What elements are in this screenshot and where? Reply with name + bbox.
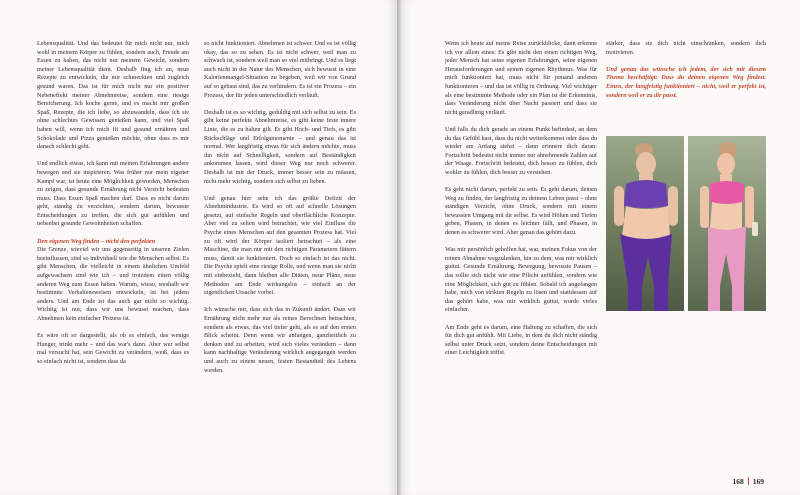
right-column-2 xyxy=(606,40,766,100)
body-paragraph: Es geht nicht darum, perfekt zu sein. Es geht darum, deinen Weg zu finden, der langfristig zu deinem Leben passt – ohne ständigen Verzicht, ohne Druck, sondern mit einem bewussten Umgang mit dir selbst. Es wird Höhen und Tiefen geben, Phasen, in denen es leichter fällt, und Phasen, in denen es schwerer wird. Aber genau das gehört dazu. xyxy=(445,186,597,237)
body-paragraph: Die Grenze, wieviel wir uns gegenseitig in unseren Zielen beeinflussen, sind so individuell wie die Menschen selbst. Es gibt Menschen, die vielleicht in einem ähnlichen Umfeld aufgewachsen sind wie ich – und trotzdem einen völlig anderen Weg zum Essen haben. Warum, wieso, weshalb wir bestimmte Verhaltensweisen entwickeln, ist bei jedem anders. Und am Ende ist das auch gar nicht so wichtig. Wichtig ist nur, dass wir uns bewusst machen, dass Abnehmen kein einfacher Prozess ist. xyxy=(37,246,189,322)
section-subheading: Den eigenen Weg finden – nicht den perfekten xyxy=(37,237,156,245)
pull-quote: Und genau das wünsche ich jedem, der sich mit diesem Thema beschäftigt: Dass du deinen eigenen Weg findest. Einen, der langfristig funktioniert – nicht, weil er perfekt ist, sondern weil er zu dir passt. xyxy=(606,65,766,99)
page-number-divider xyxy=(748,477,749,485)
body-paragraph: Und genau hier sehe ich das größte Defizit der Abnehmindustrie. Es wird so oft auf schnelle Lösungen gesetzt, auf einfache Regeln und oberflächliche Konzepte. Aber viel zu selten wird betrachtet, wie viel Einfluss die Psyche eines Menschen auf den gesamten Prozess hat. Viel zu oft wird der Körper isoliert betrachtet – als eine Maschine, die man nur mit den richtigen Parametern füttern muss, damit sie funktioniert. Doch so einfach ist das nicht. Die Psyche spielt eine riesige Rolle, und wenn man sie nicht mit einbezieht, dann bleiben alle Diäten, neue Pläne, neue Methoden am Ende wirkungslos – einfach an der eigentlichen Ursache vorbei. xyxy=(204,194,356,297)
page-number-right: 169 xyxy=(752,477,764,486)
body-paragraph: stärker, dass sie dich nicht einschränken, sondern dich motivieren. xyxy=(606,40,766,56)
body-paragraph: Und endlich etwas, ich kann mit meinen Erfahrungen andere bewegen und sie inspirieren. Was früher nur mein eigener Kampf war, ist heute eine Möglichkeit geworden, Menschen zu zeigen, dass gesunde Ernährung nicht Verzicht bedeuten muss. Dass Essen Spaß machen darf. Dass es nicht darum geht, ständig zu verzichten, sondern darum, bewusste Entscheidungen zu treffen, die sich gut anfühlen und nebenbei gesunde Gewohnheiten schaffen. xyxy=(37,160,189,228)
body-paragraph: Lebensqualität. Und das bedeutet für mich nicht nur, mich wohl in meinem Körper zu fühlen, sondern auch, Freude am Essen zu haben, das nicht nur meinem Gewicht, sondern meiner Lebensqualität dient. Deshalb fing ich an, neue Rezepte zu entwickeln, die mir schmeckten und zugleich gesund waren. Das ist für mich nicht nur ein positiver Nebeneffekt meiner Abnehmreise, sondern eine riesige Bereicherung. Ich koche gerne, und es macht mir großen Spaß, Rezepte, die ich liebe, so abzuwandeln, dass ich sie ohne schlechtes Gewissen genießen kann, und viel Spaß haben will, wenn ich mich fit und gesund ernähren und Schokolade und Pizza genießen möchte, ohne dass es mir danach schlecht geht. xyxy=(37,40,189,151)
book-gutter xyxy=(397,0,401,495)
page-numbers xyxy=(733,477,765,486)
body-paragraph: Ich wünsche mir, dass sich das in Zukunft ändert. Dass wir Ernährung nicht mehr nur als reines Berechnen betrachten, sondern als etwas, das viel tiefer geht, als es auf den ersten Blick scheint. Denn wenn wir anfangen, ganzheitlich zu denken und zu arbeiten, wird sich vieles verändern – dann kann nachhaltige Veränderung wirklich angegangen werden und auch zu einem neuen, festen Bestandteil des Lebens werden. xyxy=(204,306,356,374)
right-column-1 xyxy=(445,40,597,358)
body-paragraph: Deshalb ist es so wichtig, geduldig mit sich selbst zu sein. Es gibt keine perfekte Abnehmreise, es gibt keine feste innere Linie, die es zu halten gilt. Es gibt Hoch- und Tiefs, es gibt Rückschläge und Erfolgsmomente – und genau das ist normal. Wer langfristig etwas für sich ändern möchte, muss ihn nicht auf Schnelligkeit, sondern auf Beständigkeit ankommen lassen, wird dieser Weg nur noch schwerer. Deshalb ist mir der Druck, immer besser sein zu müssen, nicht mehr wichtig, sondern sich selbst zu lieben. xyxy=(204,108,356,185)
left-column-2 xyxy=(204,40,356,375)
body-paragraph: Am Ende geht es darum, eine Haltung zu schaffen, die sich für dich gut anfühlt. Mit Liebe, in dem du dich nicht ständig selbst unter Druck setzt, sondern deine Entscheidungen mit einer Leichtigkeit triffst. xyxy=(445,323,597,357)
body-paragraph: Was mir persönlich geholfen hat, war, meinen Fokus von der reinen Abnahme wegzulenken, hin zu dem, was mir wirklich guttut. Gesunde Ernährung, Bewegung, bewusste Pausen – das sollte sich nicht wie eine Pflicht anfühlen, sondern wie eine Möglichkeit, sich gut zu fühlen. Sobald ich angefangen habe, mich von strikten Regeln zu lösen und stattdessen auf das gehört habe, was mir wirklich guttut, wurde vieles einfacher. xyxy=(445,246,597,314)
page-number-left: 168 xyxy=(732,477,744,486)
body-paragraph: Und falls du dich gerade an einem Punkt befindest, an dem du das Gefühl hast, dass du nicht weiterkommst oder dass du wieder am Anfang stehst – dann erinnere dich daran: Fortschritt bedeutet nicht immer nur abnehmende Zahlen auf der Waage. Fortschritt bedeutet, dich besser zu fühlen, dich wohler zu fühlen, dich besser zu verstehen. xyxy=(445,125,597,176)
body-paragraph: Es wäre oft so dargestellt, als ob es einfach, das wenige Hunger, trinkt mehr – und das war's dann. Aber wer selbst mal versucht hat, sein Gewicht zu verändern, weiß, dass es so einfach nicht ist, sondern dass da xyxy=(37,332,189,365)
body-paragraph: so nicht funktioniert. Abnehmen ist schwer. Und es ist völlig okay, das so zu sehen. Es ist nicht schwer, weil man zu schwach ist, sondern weil man so viel mitbringt. Und es liegt auch nicht in der Natur des Menschen, sich bewusst in eine Kalorienmangel-Situation zu begeben, weil wir von Grund auf so gebaut sind, das zu verhindern. Es ist ein Prozess – ein Prozess, der für jeden unterschiedlich verläuft. xyxy=(204,40,356,99)
photo-illustration xyxy=(606,136,766,311)
left-column-1 xyxy=(37,40,189,367)
body-paragraph: Wenn ich heute auf meine Reise zurückblicke, dann erkenne ich vor allem eines: Es gibt nicht den einen richtigen Weg, jeder Mensch hat seine eigenen Erfahrungen, seine eigenen Herausforderungen und seinen eigenen Rhythmus. Was für mich funktioniert hat, muss nicht für jemand anderen funktionieren – und das ist völlig in Ordnung. Viel wichtiger als eine bestimmte Methode oder ein Plan ist die Erkenntnis, dass Veränderung nicht über Nacht passiert und dass sie nicht geradlinig verläuft. xyxy=(445,40,597,116)
right-page xyxy=(398,0,800,495)
left-page xyxy=(0,0,398,495)
before-after-photo xyxy=(606,136,766,311)
